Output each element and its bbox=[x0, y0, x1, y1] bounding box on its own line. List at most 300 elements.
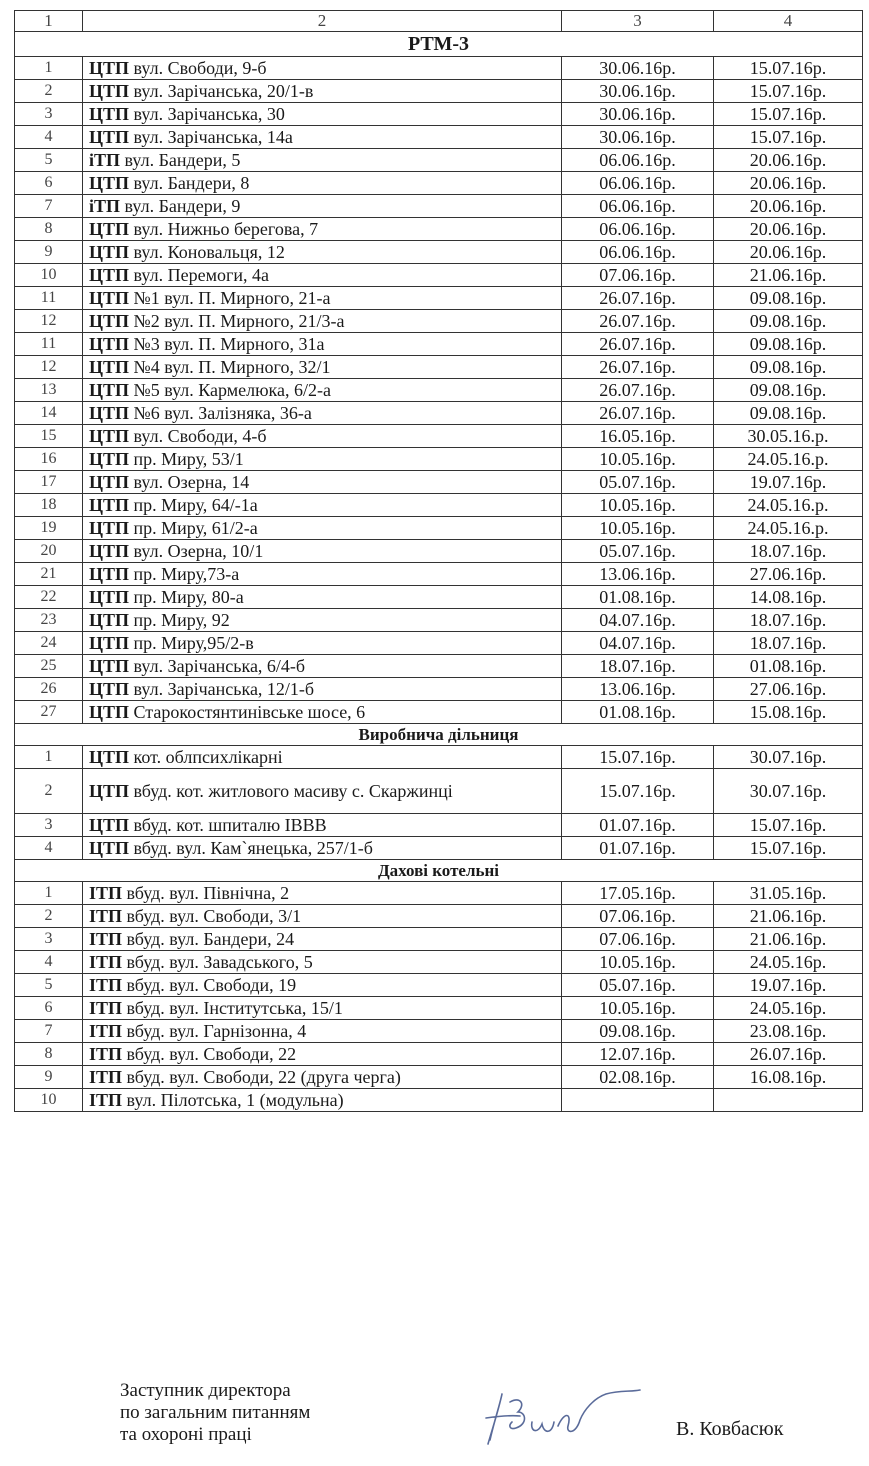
facility-type: ІТП bbox=[89, 906, 123, 926]
table-row bbox=[15, 997, 863, 1020]
facility-cell bbox=[83, 655, 562, 678]
facility-type: ЦТП bbox=[89, 541, 130, 561]
facility-cell bbox=[83, 882, 562, 905]
start-date: 26.07.16р. bbox=[562, 287, 714, 310]
start-date: 04.07.16р. bbox=[562, 609, 714, 632]
facility-address: вул. Бандери, 9 bbox=[124, 196, 241, 216]
facility-type: ЦТП bbox=[89, 838, 130, 858]
table-row bbox=[15, 57, 863, 80]
facility-type: ЦТП bbox=[89, 403, 130, 423]
end-date: 20.06.16р. bbox=[714, 241, 863, 264]
facility-type: ІТП bbox=[89, 883, 123, 903]
start-date: 06.06.16р. bbox=[562, 172, 714, 195]
facility-address: вул. Перемоги, 4а bbox=[133, 265, 269, 285]
facility-address: пр. Миру, 64/-1а bbox=[133, 495, 258, 515]
facility-type: ІТП bbox=[89, 952, 123, 972]
facility-type: ЦТП bbox=[89, 518, 130, 538]
table-row bbox=[15, 814, 863, 837]
end-date: 18.07.16р. bbox=[714, 632, 863, 655]
facility-address: вул. Зарічанська, 20/1-в bbox=[133, 81, 314, 101]
facility-type: ЦТП bbox=[89, 679, 130, 699]
table-row bbox=[15, 882, 863, 905]
start-date: 10.05.16р. bbox=[562, 997, 714, 1020]
facility-address: вбуд. вул. Північна, 2 bbox=[126, 883, 290, 903]
table-row bbox=[15, 402, 863, 425]
section-header-row bbox=[15, 724, 863, 746]
row-number: 4 bbox=[15, 951, 83, 974]
facility-type: ЦТП bbox=[89, 702, 130, 722]
facility-cell bbox=[83, 264, 562, 287]
table-row bbox=[15, 287, 863, 310]
end-date: 31.05.16р. bbox=[714, 882, 863, 905]
row-number: 2 bbox=[15, 80, 83, 103]
facility-cell bbox=[83, 678, 562, 701]
facility-cell bbox=[83, 402, 562, 425]
table-row bbox=[15, 563, 863, 586]
start-date: 06.06.16р. bbox=[562, 241, 714, 264]
facility-type: іТП bbox=[89, 150, 121, 170]
facility-address: вул. Зарічанська, 14а bbox=[133, 127, 293, 147]
facility-address: вул. Пілотська, 1 (модульна) bbox=[126, 1090, 344, 1110]
facility-type: ЦТП bbox=[89, 380, 130, 400]
table-row bbox=[15, 905, 863, 928]
row-number: 6 bbox=[15, 997, 83, 1020]
row-number: 4 bbox=[15, 837, 83, 860]
end-date: 15.07.16р. bbox=[714, 837, 863, 860]
row-number: 3 bbox=[15, 103, 83, 126]
end-date: 21.06.16р. bbox=[714, 264, 863, 287]
facility-address: пр. Миру, 92 bbox=[133, 610, 230, 630]
facility-address: вул. Озерна, 10/1 bbox=[133, 541, 264, 561]
table-row bbox=[15, 126, 863, 149]
start-date: 04.07.16р. bbox=[562, 632, 714, 655]
row-number: 5 bbox=[15, 149, 83, 172]
column-number-2: 2 bbox=[83, 11, 562, 32]
schedule-table bbox=[14, 10, 863, 1112]
start-date: 13.06.16р. bbox=[562, 563, 714, 586]
row-number: 10 bbox=[15, 1089, 83, 1112]
start-date: 30.06.16р. bbox=[562, 57, 714, 80]
facility-cell bbox=[83, 149, 562, 172]
facility-cell bbox=[83, 494, 562, 517]
facility-type: ЦТП bbox=[89, 656, 130, 676]
facility-type: ЦТП bbox=[89, 334, 130, 354]
facility-type: ІТП bbox=[89, 1090, 123, 1110]
facility-address: Старокостянтинівське шосе, 6 bbox=[133, 702, 366, 722]
table-row bbox=[15, 586, 863, 609]
start-date: 07.06.16р. bbox=[562, 928, 714, 951]
row-number: 6 bbox=[15, 172, 83, 195]
facility-address: вул. Бандери, 8 bbox=[133, 173, 250, 193]
handwritten-signature bbox=[480, 1382, 650, 1452]
start-date: 17.05.16р. bbox=[562, 882, 714, 905]
row-number: 19 bbox=[15, 517, 83, 540]
facility-cell bbox=[83, 57, 562, 80]
facility-address: вбуд. вул. Завадського, 5 bbox=[126, 952, 313, 972]
section-title: Дахові котельні bbox=[15, 860, 863, 882]
table-row bbox=[15, 172, 863, 195]
facility-cell bbox=[83, 997, 562, 1020]
facility-cell bbox=[83, 928, 562, 951]
start-date: 15.07.16р. bbox=[562, 746, 714, 769]
row-number: 14 bbox=[15, 402, 83, 425]
table-row bbox=[15, 471, 863, 494]
start-date: 06.06.16р. bbox=[562, 218, 714, 241]
start-date: 15.07.16р. bbox=[562, 769, 714, 814]
facility-cell bbox=[83, 746, 562, 769]
start-date: 06.06.16р. bbox=[562, 149, 714, 172]
facility-type: ІТП bbox=[89, 1044, 123, 1064]
end-date: 30.07.16р. bbox=[714, 746, 863, 769]
row-number: 11 bbox=[15, 333, 83, 356]
facility-address: №4 вул. П. Мирного, 32/1 bbox=[133, 357, 331, 377]
start-date: 10.05.16р. bbox=[562, 951, 714, 974]
row-number: 2 bbox=[15, 769, 83, 814]
start-date: 01.08.16р. bbox=[562, 586, 714, 609]
end-date: 15.08.16р. bbox=[714, 701, 863, 724]
facility-address: №5 вул. Кармелюка, 6/2-а bbox=[133, 380, 332, 400]
table-row bbox=[15, 241, 863, 264]
facility-type: ІТП bbox=[89, 1021, 123, 1041]
row-number: 24 bbox=[15, 632, 83, 655]
start-date: 26.07.16р. bbox=[562, 310, 714, 333]
start-date: 07.06.16р. bbox=[562, 905, 714, 928]
facility-address: вбуд. вул. Свободи, 22 (друга черга) bbox=[126, 1067, 401, 1087]
facility-address: вбуд. кот. шпиталю ІВВВ bbox=[133, 815, 327, 835]
schedule-table-body bbox=[15, 11, 863, 1112]
end-date: 20.06.16р. bbox=[714, 172, 863, 195]
facility-address: №3 вул. П. Мирного, 31а bbox=[133, 334, 325, 354]
row-number: 1 bbox=[15, 746, 83, 769]
row-number: 7 bbox=[15, 1020, 83, 1043]
table-row bbox=[15, 746, 863, 769]
start-date: 01.07.16р. bbox=[562, 814, 714, 837]
start-date: 02.08.16р. bbox=[562, 1066, 714, 1089]
facility-type: ЦТП bbox=[89, 587, 130, 607]
end-date: 21.06.16р. bbox=[714, 928, 863, 951]
facility-cell bbox=[83, 379, 562, 402]
facility-address: №2 вул. П. Мирного, 21/3-а bbox=[133, 311, 345, 331]
facility-address: вул. Зарічанська, 30 bbox=[133, 104, 285, 124]
section-header-row bbox=[15, 32, 863, 57]
end-date: 15.07.16р. bbox=[714, 126, 863, 149]
start-date: 26.07.16р. bbox=[562, 379, 714, 402]
row-number: 9 bbox=[15, 241, 83, 264]
facility-type: ЦТП bbox=[89, 610, 130, 630]
row-number: 3 bbox=[15, 814, 83, 837]
facility-cell bbox=[83, 241, 562, 264]
facility-type: ЦТП bbox=[89, 127, 130, 147]
facility-type: ЦТП bbox=[89, 288, 130, 308]
facility-type: ЦТП bbox=[89, 219, 130, 239]
table-row bbox=[15, 195, 863, 218]
end-date: 26.07.16р. bbox=[714, 1043, 863, 1066]
start-date: 30.06.16р. bbox=[562, 103, 714, 126]
facility-type: ЦТП bbox=[89, 564, 130, 584]
end-date: 16.08.16р. bbox=[714, 1066, 863, 1089]
start-date: 05.07.16р. bbox=[562, 471, 714, 494]
row-number: 3 bbox=[15, 928, 83, 951]
facility-cell bbox=[83, 540, 562, 563]
facility-cell bbox=[83, 974, 562, 997]
facility-type: ЦТП bbox=[89, 58, 130, 78]
row-number: 18 bbox=[15, 494, 83, 517]
position-line: та охороні праці bbox=[120, 1424, 252, 1445]
facility-type: ЦТП bbox=[89, 472, 130, 492]
facility-cell bbox=[83, 517, 562, 540]
facility-address: вбуд. вул. Свободи, 22 bbox=[126, 1044, 297, 1064]
facility-cell bbox=[83, 701, 562, 724]
facility-address: вул. Свободи, 9-б bbox=[133, 58, 267, 78]
end-date: 14.08.16р. bbox=[714, 586, 863, 609]
end-date: 24.05.16р. bbox=[714, 997, 863, 1020]
end-date: 20.06.16р. bbox=[714, 218, 863, 241]
facility-cell bbox=[83, 103, 562, 126]
table-row bbox=[15, 837, 863, 860]
row-number: 15 bbox=[15, 425, 83, 448]
end-date: 09.08.16р. bbox=[714, 287, 863, 310]
facility-type: ЦТП bbox=[89, 426, 130, 446]
table-row bbox=[15, 310, 863, 333]
table-row bbox=[15, 264, 863, 287]
table-row bbox=[15, 974, 863, 997]
facility-address: вбуд. вул. Свободи, 19 bbox=[126, 975, 297, 995]
facility-type: ЦТП bbox=[89, 265, 130, 285]
column-number-4: 4 bbox=[714, 11, 863, 32]
start-date: 10.05.16р. bbox=[562, 448, 714, 471]
end-date: 23.08.16р. bbox=[714, 1020, 863, 1043]
table-row bbox=[15, 701, 863, 724]
end-date: 20.06.16р. bbox=[714, 149, 863, 172]
facility-cell bbox=[83, 126, 562, 149]
end-date: 21.06.16р. bbox=[714, 905, 863, 928]
facility-cell bbox=[83, 471, 562, 494]
facility-address: вбуд. вул. Гарнізонна, 4 bbox=[126, 1021, 307, 1041]
start-date: 06.06.16р. bbox=[562, 195, 714, 218]
start-date: 16.05.16р. bbox=[562, 425, 714, 448]
row-number: 25 bbox=[15, 655, 83, 678]
facility-cell bbox=[83, 563, 562, 586]
table-row bbox=[15, 379, 863, 402]
facility-address: пр. Миру,95/2-в bbox=[133, 633, 254, 653]
table-row bbox=[15, 103, 863, 126]
table-row bbox=[15, 356, 863, 379]
facility-cell bbox=[83, 1089, 562, 1112]
facility-type: ІТП bbox=[89, 929, 123, 949]
row-number: 1 bbox=[15, 57, 83, 80]
end-date: 15.07.16р. bbox=[714, 57, 863, 80]
end-date: 30.05.16.р. bbox=[714, 425, 863, 448]
facility-cell bbox=[83, 837, 562, 860]
table-row bbox=[15, 1043, 863, 1066]
row-number: 17 bbox=[15, 471, 83, 494]
row-number: 8 bbox=[15, 218, 83, 241]
start-date: 05.07.16р. bbox=[562, 540, 714, 563]
row-number: 20 bbox=[15, 540, 83, 563]
table-row bbox=[15, 218, 863, 241]
facility-type: ІТП bbox=[89, 1067, 123, 1087]
end-date: 09.08.16р. bbox=[714, 379, 863, 402]
end-date: 19.07.16р. bbox=[714, 471, 863, 494]
start-date: 07.06.16р. bbox=[562, 264, 714, 287]
facility-address: вбуд. вул. Свободи, 3/1 bbox=[126, 906, 302, 926]
table-row bbox=[15, 425, 863, 448]
facility-type: ЦТП bbox=[89, 242, 130, 262]
table-row bbox=[15, 80, 863, 103]
facility-type: ЦТП bbox=[89, 633, 130, 653]
section-title: Виробнича дільниця bbox=[15, 724, 863, 746]
facility-type: ЦТП bbox=[89, 747, 130, 767]
signer-name: В. Ковбасюк bbox=[676, 1418, 784, 1440]
row-number: 27 bbox=[15, 701, 83, 724]
facility-type: ІТП bbox=[89, 975, 123, 995]
start-date: 30.06.16р. bbox=[562, 80, 714, 103]
row-number: 4 bbox=[15, 126, 83, 149]
start-date: 26.07.16р. bbox=[562, 333, 714, 356]
facility-cell bbox=[83, 609, 562, 632]
start-date: 05.07.16р. bbox=[562, 974, 714, 997]
facility-address: вбуд. кот. житлового масиву с. Скаржинці bbox=[133, 781, 453, 801]
start-date: 30.06.16р. bbox=[562, 126, 714, 149]
table-row bbox=[15, 1020, 863, 1043]
facility-address: пр. Миру, 61/2-а bbox=[133, 518, 258, 538]
row-number: 21 bbox=[15, 563, 83, 586]
table-row bbox=[15, 655, 863, 678]
facility-type: ЦТП bbox=[89, 449, 130, 469]
facility-cell bbox=[83, 905, 562, 928]
facility-address: кот. облпсихлікарні bbox=[133, 747, 283, 767]
row-number: 7 bbox=[15, 195, 83, 218]
facility-cell bbox=[83, 218, 562, 241]
position-line: по загальним питанням bbox=[120, 1402, 311, 1423]
end-date: 24.05.16.р. bbox=[714, 494, 863, 517]
facility-type: ЦТП bbox=[89, 815, 130, 835]
end-date: 24.05.16.р. bbox=[714, 448, 863, 471]
facility-cell bbox=[83, 172, 562, 195]
facility-type: ЦТП bbox=[89, 495, 130, 515]
end-date: 30.07.16р. bbox=[714, 769, 863, 814]
table-row bbox=[15, 951, 863, 974]
start-date: 10.05.16р. bbox=[562, 517, 714, 540]
end-date: 24.05.16р. bbox=[714, 951, 863, 974]
end-date: 01.08.16р. bbox=[714, 655, 863, 678]
facility-type: ЦТП bbox=[89, 311, 130, 331]
facility-cell bbox=[83, 1043, 562, 1066]
row-number: 22 bbox=[15, 586, 83, 609]
row-number: 10 bbox=[15, 264, 83, 287]
end-date: 09.08.16р. bbox=[714, 356, 863, 379]
end-date: 09.08.16р. bbox=[714, 402, 863, 425]
section-title: РТМ-3 bbox=[15, 32, 863, 57]
facility-cell bbox=[83, 769, 562, 814]
facility-cell bbox=[83, 632, 562, 655]
facility-address: вбуд. вул. Бандери, 24 bbox=[126, 929, 295, 949]
table-row bbox=[15, 448, 863, 471]
facility-cell bbox=[83, 287, 562, 310]
table-row bbox=[15, 769, 863, 814]
row-number: 8 bbox=[15, 1043, 83, 1066]
facility-cell bbox=[83, 1066, 562, 1089]
table-row bbox=[15, 1089, 863, 1112]
start-date: 01.08.16р. bbox=[562, 701, 714, 724]
facility-address: вул. Коновальця, 12 bbox=[133, 242, 285, 262]
facility-address: пр. Миру,73-а bbox=[133, 564, 240, 584]
column-number-row bbox=[15, 11, 863, 32]
start-date: 13.06.16р. bbox=[562, 678, 714, 701]
facility-type: ЦТП bbox=[89, 81, 130, 101]
facility-cell bbox=[83, 814, 562, 837]
facility-type: іТП bbox=[89, 196, 121, 216]
facility-cell bbox=[83, 80, 562, 103]
end-date: 24.05.16.р. bbox=[714, 517, 863, 540]
signature-block bbox=[120, 1380, 310, 1446]
end-date: 09.08.16р. bbox=[714, 333, 863, 356]
start-date: 26.07.16р. bbox=[562, 356, 714, 379]
table-row bbox=[15, 609, 863, 632]
table-row bbox=[15, 333, 863, 356]
section-header-row bbox=[15, 860, 863, 882]
row-number: 11 bbox=[15, 287, 83, 310]
table-row bbox=[15, 540, 863, 563]
table-row bbox=[15, 632, 863, 655]
start-date: 26.07.16р. bbox=[562, 402, 714, 425]
facility-address: пр. Миру, 80-а bbox=[133, 587, 244, 607]
facility-address: вул. Бандери, 5 bbox=[124, 150, 241, 170]
table-row bbox=[15, 149, 863, 172]
facility-type: ЦТП bbox=[89, 781, 130, 801]
end-date: 15.07.16р. bbox=[714, 80, 863, 103]
start-date: 12.07.16р. bbox=[562, 1043, 714, 1066]
start-date: 10.05.16р. bbox=[562, 494, 714, 517]
facility-cell bbox=[83, 1020, 562, 1043]
table-row bbox=[15, 494, 863, 517]
facility-address: вул. Озерна, 14 bbox=[133, 472, 250, 492]
column-number-3: 3 bbox=[562, 11, 714, 32]
table-row bbox=[15, 928, 863, 951]
end-date: 09.08.16р. bbox=[714, 310, 863, 333]
end-date: 19.07.16р. bbox=[714, 974, 863, 997]
facility-type: ЦТП bbox=[89, 357, 130, 377]
facility-cell bbox=[83, 310, 562, 333]
end-date: 18.07.16р. bbox=[714, 540, 863, 563]
row-number: 12 bbox=[15, 356, 83, 379]
facility-address: вул. Зарічанська, 12/1-б bbox=[133, 679, 315, 699]
table-row bbox=[15, 517, 863, 540]
row-number: 9 bbox=[15, 1066, 83, 1089]
facility-type: ІТП bbox=[89, 998, 123, 1018]
start-date: 09.08.16р. bbox=[562, 1020, 714, 1043]
table-row bbox=[15, 1066, 863, 1089]
facility-type: ЦТП bbox=[89, 104, 130, 124]
start-date: 18.07.16р. bbox=[562, 655, 714, 678]
facility-cell bbox=[83, 951, 562, 974]
facility-cell bbox=[83, 586, 562, 609]
end-date: 20.06.16р. bbox=[714, 195, 863, 218]
end-date: 27.06.16р. bbox=[714, 563, 863, 586]
facility-cell bbox=[83, 195, 562, 218]
facility-cell bbox=[83, 333, 562, 356]
facility-cell bbox=[83, 425, 562, 448]
row-number: 23 bbox=[15, 609, 83, 632]
end-date: 18.07.16р. bbox=[714, 609, 863, 632]
row-number: 12 bbox=[15, 310, 83, 333]
end-date bbox=[714, 1089, 863, 1112]
row-number: 1 bbox=[15, 882, 83, 905]
row-number: 5 bbox=[15, 974, 83, 997]
start-date bbox=[562, 1089, 714, 1112]
facility-address: №1 вул. П. Мирного, 21-а bbox=[133, 288, 331, 308]
facility-address: №6 вул. Залізняка, 36-а bbox=[133, 403, 312, 423]
